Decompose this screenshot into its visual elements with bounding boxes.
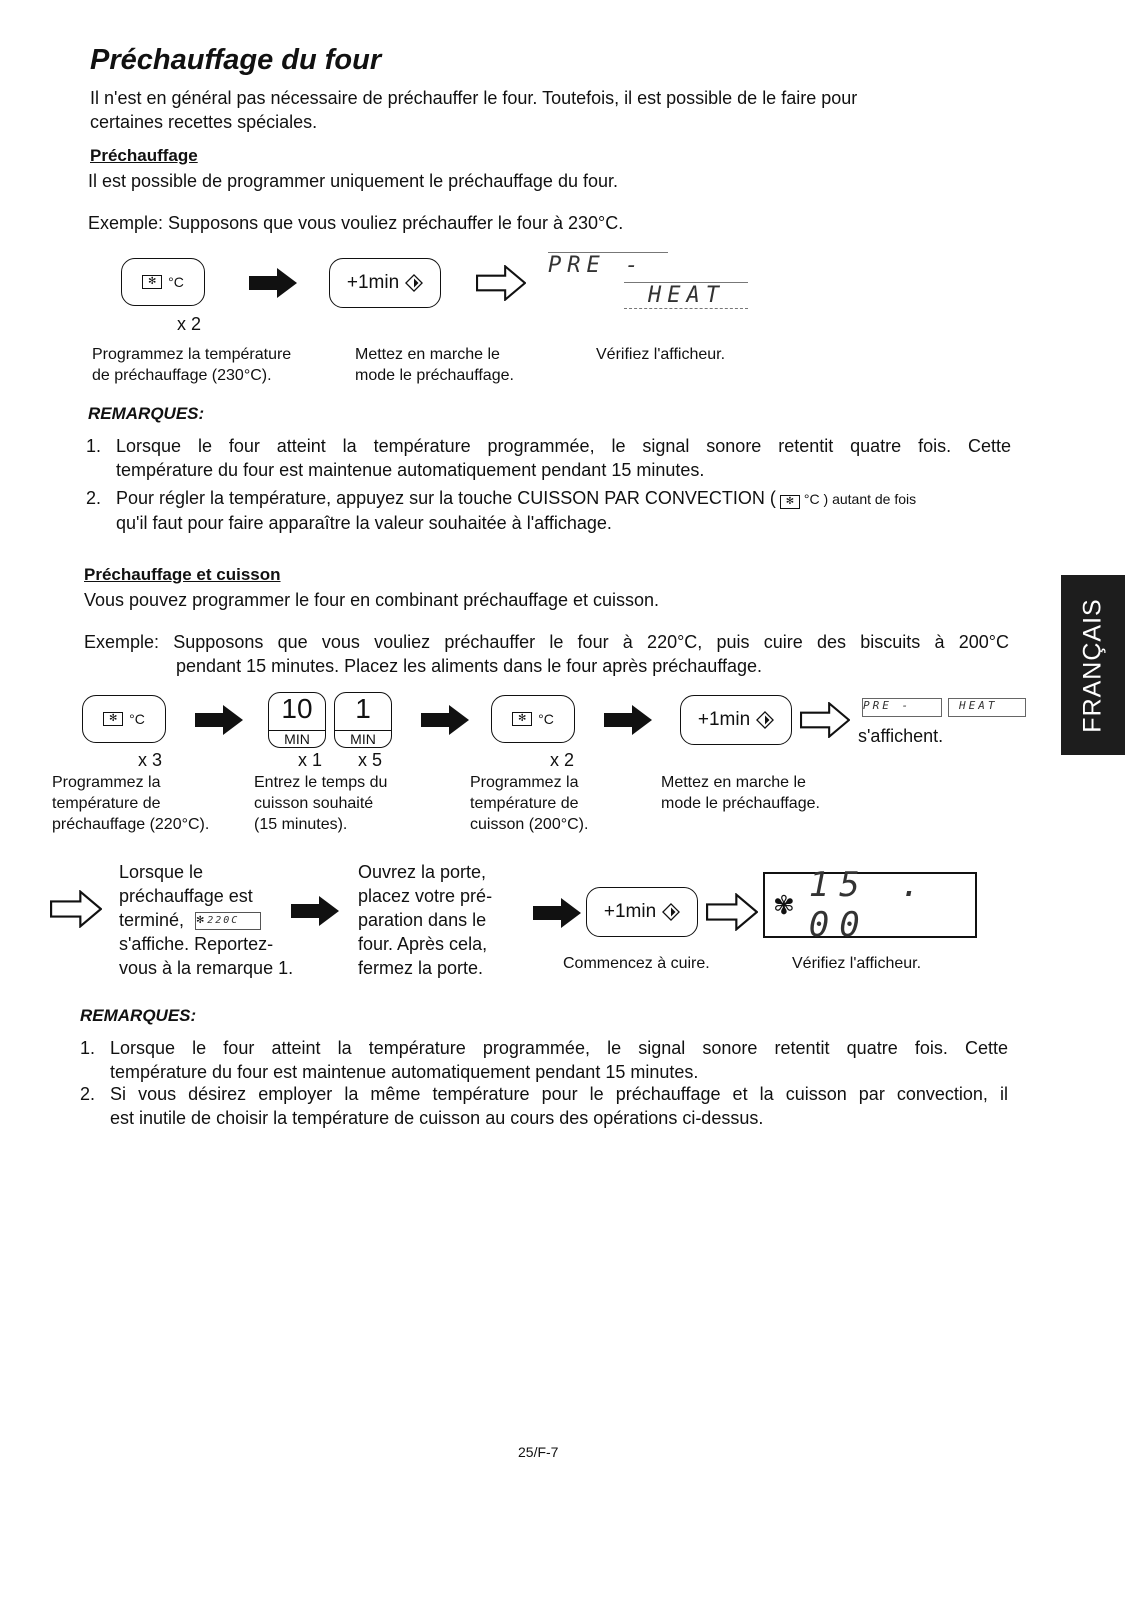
ten-min-button[interactable]: 10 MIN — [268, 692, 326, 748]
hollow-arrow-icon — [476, 265, 526, 301]
display-heat: HEAT — [948, 698, 1026, 717]
caption-step1: Programmez la température de préchauffage (230°C). — [92, 346, 292, 384]
arrow-right-icon — [603, 705, 653, 735]
page-title: Préchauffage du four — [90, 44, 382, 76]
convection-temp-button[interactable]: ✻ °C — [121, 258, 205, 306]
caption-step3: Programmez la température de cuisson (200°C). — [470, 774, 589, 833]
start-icon — [756, 711, 774, 729]
language-tab: FRANÇAIS — [1061, 575, 1125, 755]
convection-temp-button[interactable]: ✻ °C — [82, 695, 166, 743]
remark-1: Lorsque le four atteint la température programmée, le signal sonore retentit quatre fois. Cette température du four est maintenue automatiquement pendant 15 minutes. — [116, 436, 1011, 480]
page-number: 25/F-7 — [518, 1444, 559, 1460]
start-icon — [405, 274, 423, 292]
caption-step2: Mettez en marche le mode le préchauffage. — [355, 346, 514, 384]
remarques-label: REMARQUES: — [88, 404, 205, 423]
hollow-arrow-icon — [706, 893, 758, 931]
arrow-right-icon — [420, 705, 470, 735]
example-text: Exemple: Supposons que vous vouliez préchauffer le four à 230°C. — [88, 213, 624, 233]
preheat-done-note: Lorsque le préchauffage est terminé, ✻ 220C s'affiche. Reportez- vous à la remarque 1. — [119, 862, 294, 978]
one-min-button[interactable]: 1 MIN — [334, 692, 392, 748]
fan-icon: ✻ — [512, 712, 532, 726]
section-heading-prechauffage-cuisson: Préchauffage et cuisson — [84, 565, 281, 584]
caption-step2: Entrez le temps du cuisson souhaité (15 minutes). — [254, 774, 388, 833]
caption-step1: Programmez la température de préchauffage (220°C). — [52, 774, 210, 833]
display-preheat: PRE - — [548, 252, 668, 278]
arrow-right-icon — [532, 898, 582, 928]
press-count: x 2 — [177, 314, 202, 334]
plus-one-min-start-button[interactable]: +1min — [329, 258, 441, 308]
fan-icon: ✻ — [103, 712, 123, 726]
convection-temp-button[interactable]: ✻ °C — [491, 695, 575, 743]
arrow-right-icon — [290, 896, 340, 926]
remarques-label: REMARQUES: — [80, 1006, 197, 1025]
display-small: ✻ 220C — [195, 912, 261, 930]
remark-2: Pour régler la température, appuyez sur la touche CUISSON PAR CONVECTION ( ✻ °C ) autant de fois qu'il faut pour faire apparaître la valeur souhaitée à l'affichage. — [116, 488, 917, 533]
start-icon — [662, 903, 680, 921]
fan-icon: ✾ — [773, 889, 795, 920]
caption-step4: Mettez en marche le mode le préchauffage. — [661, 774, 820, 812]
intro-text: Il n'est en général pas nécessaire de préchauffer le four. Toutefois, il est possible de le faire pour certaines recettes spéciales. — [90, 88, 858, 132]
arrow-right-icon — [194, 705, 244, 735]
open-door-note: Ouvrez la porte, placez votre pré- paration dans le four. Après cela, fermez la porte. — [358, 862, 493, 978]
section-text: Il est possible de programmer uniquement le préchauffage du four. — [88, 171, 618, 191]
plus-one-min-start-button[interactable]: +1min — [586, 887, 698, 937]
plus-one-min-start-button[interactable]: +1min — [680, 695, 792, 745]
remark-2: Si vous désirez employer la même température pour le préchauffage et la cuisson par convection, il est inutile de choisir la température de cuisson au cours des opérations ci-dessus. — [110, 1084, 1008, 1128]
arrow-right-icon — [248, 268, 298, 298]
display-preheat: PRE - — [862, 698, 942, 717]
caption-step3: Vérifiez l'afficheur. — [596, 346, 726, 363]
section-text: Vous pouvez programmer le four en combinant préchauffage et cuisson. — [84, 590, 660, 610]
remark-1: Lorsque le four atteint la température programmée, le signal sonore retentit quatre fois. Cette température du four est maintenue automatiquement pendant 15 minutes. — [110, 1038, 1008, 1082]
example-text: Exemple: Supposons que vous vouliez préchauffer le four à 220°C, puis cuire des biscuits à 200°C pendant 15 minutes. Placez les aliments dans le four après préchauffage. — [84, 632, 1009, 676]
hollow-arrow-icon — [50, 890, 102, 928]
fan-icon: ✻ — [142, 275, 162, 289]
fan-icon: ✻ — [780, 495, 800, 509]
hollow-arrow-icon — [800, 702, 850, 738]
section-heading-prechauffage: Préchauffage — [90, 146, 198, 165]
cooking-display: ✾ 15 . 00 — [763, 872, 977, 938]
